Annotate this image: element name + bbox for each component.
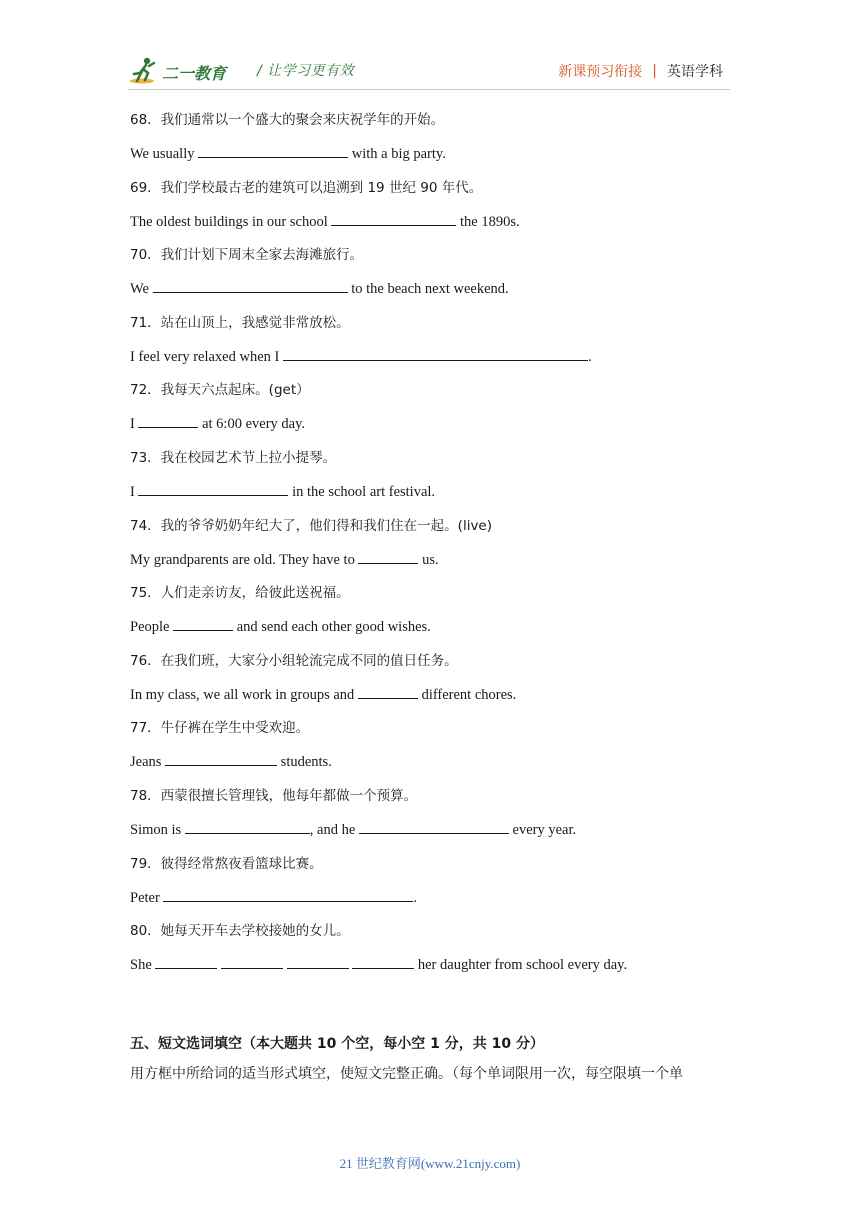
sentence-text: In my class, we all work in groups and [130, 686, 358, 703]
answer-blank[interactable] [173, 615, 233, 639]
question-sentence [130, 953, 730, 987]
question-sentence [130, 683, 730, 717]
answer-blank[interactable] [155, 953, 217, 977]
sentence-text: in the school art festival. [288, 483, 436, 500]
answer-blank[interactable] [359, 818, 509, 842]
question-prompt: 79．彼得经常熬夜看篮球比赛。 [130, 855, 323, 872]
section-five [130, 1033, 750, 1085]
question-prompt: 70．我们计划下周末全家去海滩旅行。 [130, 247, 364, 264]
answer-blank[interactable] [185, 818, 310, 842]
sentence-text: Peter [130, 889, 164, 906]
answer-blank[interactable] [352, 953, 414, 977]
sentence-text: to the beach next weekend. [347, 281, 509, 298]
page-footer: 21 世纪教育网(www.21cnjy.com) [339, 1156, 521, 1171]
sentence-text: . [413, 889, 418, 906]
answer-blank[interactable] [287, 953, 349, 977]
answer-blank[interactable] [358, 548, 418, 572]
answer-blank[interactable] [165, 750, 277, 774]
question-sentence [130, 750, 730, 784]
question-prompt: 78．西蒙很擅长管理钱，他每年都做一个预算。 [130, 787, 418, 804]
question-sentence [130, 210, 730, 244]
answer-blank[interactable] [331, 210, 456, 234]
header-divider [128, 89, 730, 90]
sentence-text: I feel very relaxed when I [130, 348, 283, 365]
sentence-text: , and he [309, 821, 359, 838]
question-sentence [130, 818, 730, 852]
sentence-text: students. [277, 754, 332, 771]
sentence-text: Simon is [130, 821, 185, 838]
question-sentence [130, 548, 730, 582]
question-prompt: 68．我们通常以一个盛大的聚会来庆祝学年的开始。 [130, 112, 445, 128]
question-prompt: 69．我们学校最古老的建筑可以追溯到 19 世纪 90 年代。 [130, 179, 483, 196]
question-sentence [130, 886, 730, 920]
question-sentence [130, 142, 730, 176]
sentence-text: We [130, 281, 153, 298]
slogan: / 让学习更有效 [257, 63, 355, 79]
sentence-text: her daughter from school every day. [414, 957, 628, 974]
header-separator: | [652, 63, 657, 79]
question-sentence [130, 480, 730, 514]
question-prompt: 80．她每天开车去学校接她的女儿。 [130, 923, 350, 940]
question-prompt: 71．站在山顶上，我感觉非常放松。 [130, 314, 350, 331]
question-prompt: 75．人们走亲访友，给彼此送祝福。 [130, 585, 350, 602]
answer-blank[interactable] [198, 142, 348, 166]
sentence-text: I [130, 483, 139, 500]
section-instructions: 用方框中所给词的适当形式填空，使短文完整正确。（每个单词限用一次，每空限填一个单 [130, 1066, 683, 1082]
answer-blank[interactable] [221, 953, 283, 977]
sentence-text: Jeans [130, 754, 166, 771]
sentence-text: My grandparents are old. They have to [130, 551, 359, 568]
answer-blank[interactable] [153, 277, 348, 301]
sentence-text: She [130, 957, 156, 974]
sentence-text: different chores. [417, 686, 517, 703]
question-prompt: 73．我在校园艺术节上拉小提琴。 [130, 449, 337, 466]
answer-blank[interactable] [163, 886, 413, 910]
sentence-text: with a big party. [348, 146, 446, 162]
question-list [130, 108, 730, 987]
sentence-text: the 1890s. [456, 213, 520, 230]
question-prompt: 74．我的爷爷奶奶年纪大了，他们得和我们住在一起。(live) [130, 517, 493, 534]
brand-logo [128, 54, 246, 88]
course-name: 新课预习衔接 [558, 64, 643, 80]
sentence-text: and send each other good wishes. [233, 619, 431, 636]
question-sentence [130, 277, 730, 311]
question-sentence [130, 412, 730, 446]
sentence-text: We usually [130, 146, 199, 162]
header-course-info [558, 61, 723, 81]
page-header [0, 0, 860, 92]
question-sentence [130, 615, 730, 649]
answer-blank[interactable] [138, 412, 198, 436]
question-prompt: 77．牛仔裤在学生中受欢迎。 [130, 720, 310, 737]
sentence-text: us. [418, 551, 439, 568]
sentence-text: People [130, 619, 174, 636]
subject-name: 英语学科 [667, 64, 723, 80]
question-prompt: 72．我每天六点起床。(get） [130, 382, 310, 399]
answer-blank[interactable] [358, 683, 418, 707]
sentence-text: The oldest buildings in our school [130, 213, 332, 230]
sentence-text: at 6:00 every day. [198, 416, 306, 433]
answer-blank[interactable] [138, 480, 288, 504]
question-sentence [130, 345, 730, 379]
answer-blank[interactable] [283, 345, 588, 369]
section-title: 五、短文选词填空（本大题共 10 个空，每小空 1 分，共 10 分） [130, 1036, 544, 1052]
sentence-text: I [130, 416, 139, 433]
sentence-text: . [587, 348, 592, 365]
question-prompt: 76．在我们班，大家分小组轮流完成不同的值日任务。 [130, 652, 458, 669]
sentence-text: every year. [508, 821, 577, 838]
logo-text: 二一教育 [162, 64, 227, 83]
